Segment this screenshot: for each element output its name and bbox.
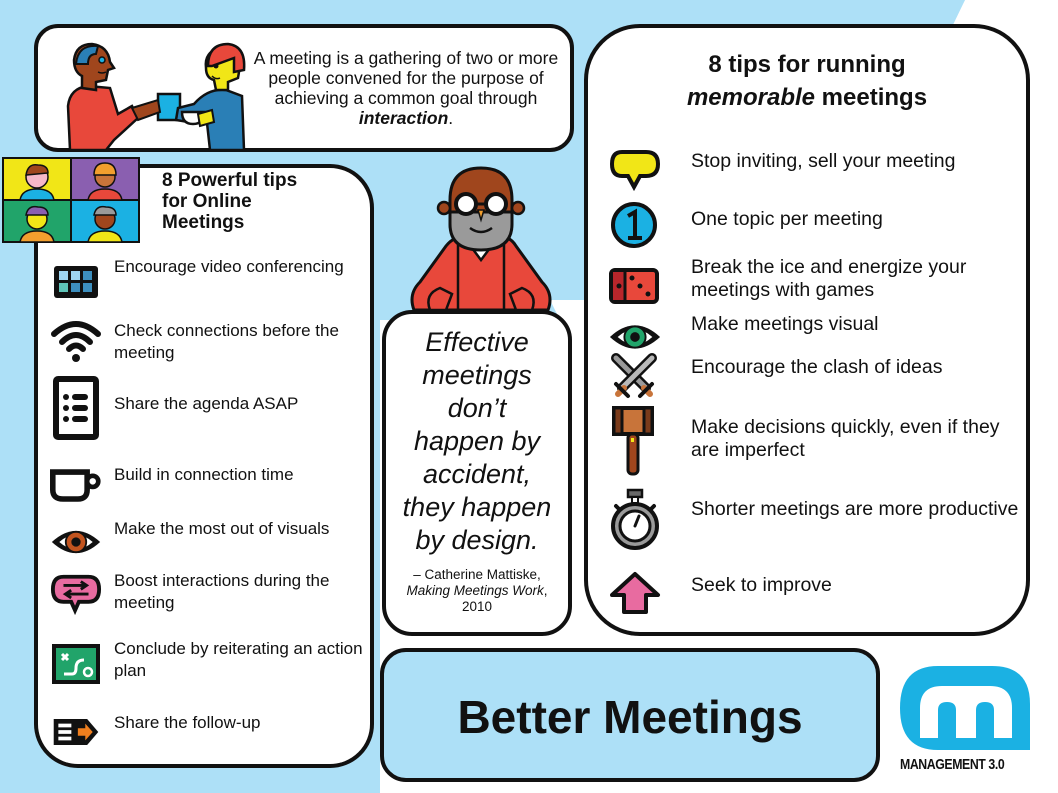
meeting-definition: A meeting is a gathering of two or more people convened for the purpose of achieving a common goal through interaction.	[253, 48, 559, 128]
tip-label: Make meetings visual	[691, 313, 879, 335]
tip-label: Share the follow-up	[114, 713, 261, 732]
tip-label: Seek to improve	[691, 574, 832, 596]
quote-text: Effective meetings don’t happen by accident, they happen by design.	[402, 327, 552, 555]
tip-label: Encourage video conferencing	[114, 257, 344, 276]
tip-label: Boost interactions during the meeting	[114, 571, 330, 612]
chat-exchange-icon	[50, 570, 102, 622]
tip-label: Break the ice and energize your meetings with games	[691, 256, 967, 301]
share-document-icon	[50, 706, 102, 758]
tip-label: One topic per meeting	[691, 208, 883, 230]
speech-bubble-icon	[608, 144, 662, 198]
logo-m-icon	[898, 664, 1032, 752]
agenda-list-icon	[50, 375, 102, 441]
stopwatch-icon	[608, 488, 662, 552]
intro-card	[34, 24, 574, 152]
management-3-logo	[896, 664, 1036, 780]
wifi-icon	[50, 314, 102, 366]
eye-icon	[50, 516, 102, 568]
video-call-grid-illustration	[2, 157, 140, 243]
action-plan-icon	[50, 638, 102, 690]
tip-label: Share the agenda ASAP	[114, 394, 299, 413]
tip-label: Conclude by reiterating an action plan	[114, 639, 363, 680]
page-title: Better Meetings	[457, 691, 803, 743]
arrow-up-icon	[608, 566, 662, 620]
quote-attribution: – Catherine Mattiske, Making Meetings Work, 2010	[406, 567, 548, 614]
tip-label: Shorter meetings are more productive	[691, 498, 1019, 520]
tip-label: Stop inviting, sell your meeting	[691, 150, 956, 172]
tip-label: Encourage the clash of ideas	[691, 356, 943, 378]
logo-wordmark: MANAGEMENT 3.0	[900, 756, 1005, 773]
crossed-swords-icon	[608, 350, 662, 404]
quote-card	[382, 310, 572, 636]
gavel-icon	[608, 404, 662, 478]
video-grid-icon	[50, 256, 102, 308]
tip-label: Build in connection time	[114, 465, 294, 484]
tip-label: Make the most out of visuals	[114, 519, 330, 538]
title-banner	[380, 648, 880, 782]
tip-label: Make decisions quickly, even if they are imperfect	[691, 416, 1000, 461]
dice-icon	[608, 260, 662, 314]
cup-icon	[50, 460, 102, 512]
tip-label: Check connections before the meeting	[114, 321, 339, 362]
coffee-meeting-illustration	[48, 36, 248, 150]
online-tips-title: 8 Powerful tips for Online Meetings	[162, 170, 298, 233]
presenter-illustration	[406, 164, 556, 316]
number-one-icon	[608, 198, 662, 252]
memorable-tips-title: 8 tips for running memorable meetings	[686, 51, 928, 111]
